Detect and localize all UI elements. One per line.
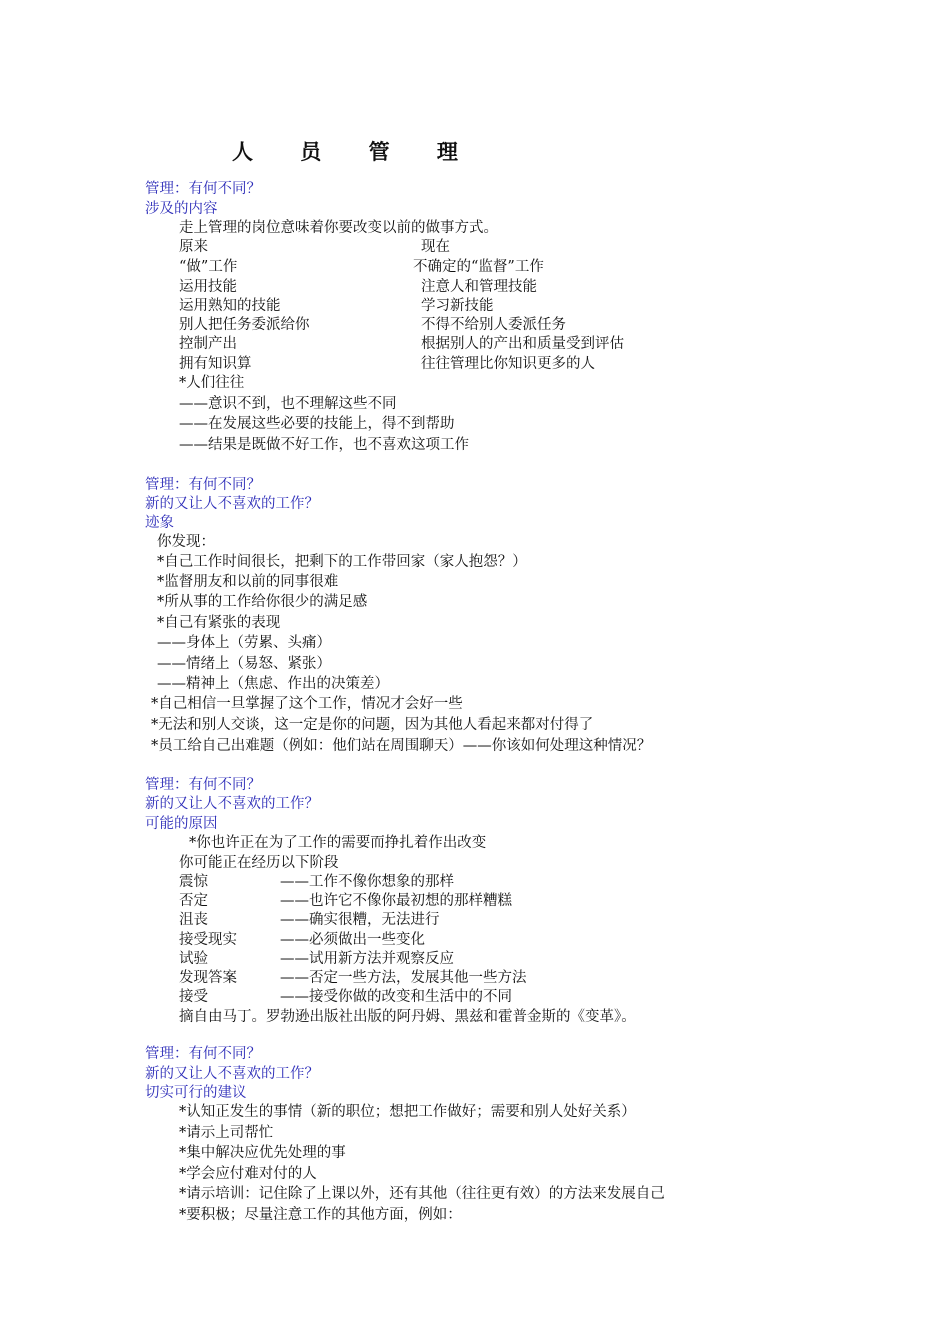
- table-cell: 不确定的“监督”工作: [413, 259, 544, 275]
- section-subheading: 新的又让人不喜欢的工作？: [145, 796, 319, 812]
- list-item: *员工给自己出难题（例如：他们站在周围聊天）——你该如何处理这种情况？: [151, 738, 652, 754]
- stage-desc: ——否定一些方法，发展其他一些方法: [280, 970, 527, 986]
- stage-desc: ——确实很糟，无法进行: [280, 912, 440, 928]
- table-cell: 学习新技能: [421, 298, 494, 314]
- table-header-left: 原来: [179, 239, 208, 255]
- list-item: ——精神上（焦虑、作出的决策差）: [157, 676, 389, 692]
- list-item: *无法和别人交谈，这一定是你的问题，因为其他人看起来都对付得了: [151, 717, 594, 733]
- section-subheading: 涉及的内容: [145, 201, 218, 217]
- stage-name: 否定: [179, 893, 208, 909]
- list-item: *自己相信一旦掌握了这个工作，情况才会好一些: [151, 696, 463, 712]
- stage-desc: ——接受你做的改变和生活中的不同: [280, 989, 512, 1005]
- list-item: *自己工作时间很长，把剩下的工作带回家（家人抱怨？）: [157, 554, 527, 570]
- stage-name: 震惊: [179, 874, 208, 890]
- stage-name: 试验: [179, 951, 208, 967]
- table-cell: 运用熟知的技能: [179, 298, 281, 314]
- section-heading: 管理：有何不同？: [145, 477, 261, 493]
- section-heading: 管理：有何不同？: [145, 181, 261, 197]
- note-line: ——在发展这些必要的技能上，得不到帮助: [179, 416, 455, 432]
- section-subheading: 新的又让人不喜欢的工作？: [145, 496, 319, 512]
- section-heading: 管理：有何不同？: [145, 777, 261, 793]
- table-cell: 控制产出: [179, 336, 237, 352]
- table-cell: 注意人和管理技能: [421, 279, 537, 295]
- section-heading: 管理：有何不同？: [145, 1046, 261, 1062]
- table-header-right: 现在: [421, 239, 450, 255]
- note-line: ——结果是既做不好工作，也不喜欢这项工作: [179, 437, 469, 453]
- table-cell: 别人把任务委派给你: [179, 317, 310, 333]
- section-subheading: 切实可行的建议: [145, 1085, 247, 1101]
- intro-text: *你也许正在为了工作的需要而挣扎着作出改变: [189, 835, 487, 851]
- page-title: 人 员 管 理: [232, 139, 478, 164]
- intro-text: 走上管理的岗位意味着你要改变以前的做事方式。: [179, 220, 498, 236]
- stage-name: 接受: [179, 989, 208, 1005]
- stage-desc: ——工作不像你想象的那样: [280, 874, 454, 890]
- list-item: *请示培训：记住除了上课以外，还有其他（往往更有效）的方法来发展自己: [179, 1186, 665, 1202]
- section-subheading: 迹象: [145, 515, 174, 531]
- table-cell: 运用技能: [179, 279, 237, 295]
- table-cell: 不得不给别人委派任务: [421, 317, 566, 333]
- list-item: *请示上司帮忙: [179, 1125, 274, 1141]
- source-citation: 摘自由马丁。罗勃逊出版社出版的阿丹姆、黑兹和霍普金斯的《变革》。: [179, 1009, 636, 1025]
- table-cell: 往往管理比你知识更多的人: [421, 356, 595, 372]
- list-item: *所从事的工作给你很少的满足感: [157, 594, 368, 610]
- list-item: *集中解决应优先处理的事: [179, 1145, 346, 1161]
- section-subheading: 新的又让人不喜欢的工作？: [145, 1066, 319, 1082]
- stage-desc: ——试用新方法并观察反应: [280, 951, 454, 967]
- stage-desc: ——必须做出一些变化: [280, 932, 425, 948]
- table-cell: “做”工作: [179, 259, 238, 275]
- note-line: ——意识不到，也不理解这些不同: [179, 396, 397, 412]
- section-subheading: 可能的原因: [145, 816, 218, 832]
- note-line: *人们往往: [179, 375, 245, 391]
- list-item: *监督朋友和以前的同事很难: [157, 574, 339, 590]
- list-item: ——情绪上（易怒、紧张）: [157, 656, 331, 672]
- stage-name: 沮丧: [179, 912, 208, 928]
- table-cell: 根据别人的产出和质量受到评估: [421, 336, 624, 352]
- stage-name: 接受现实: [179, 932, 237, 948]
- list-item: 你发现：: [157, 534, 215, 550]
- list-item: *要积极；尽量注意工作的其他方面，例如：: [179, 1207, 462, 1223]
- list-item: ——身体上（劳累、头痛）: [157, 635, 331, 651]
- list-item: *自己有紧张的表现: [157, 615, 281, 631]
- stage-name: 发现答案: [179, 970, 237, 986]
- intro-text: 你可能正在经历以下阶段: [179, 855, 339, 871]
- stage-desc: ——也许它不像你最初想的那样糟糕: [280, 893, 512, 909]
- table-cell: 拥有知识算: [179, 356, 252, 372]
- list-item: *认知正发生的事情（新的职位；想把工作做好；需要和别人处好关系）: [179, 1104, 636, 1120]
- list-item: *学会应付难对付的人: [179, 1166, 317, 1182]
